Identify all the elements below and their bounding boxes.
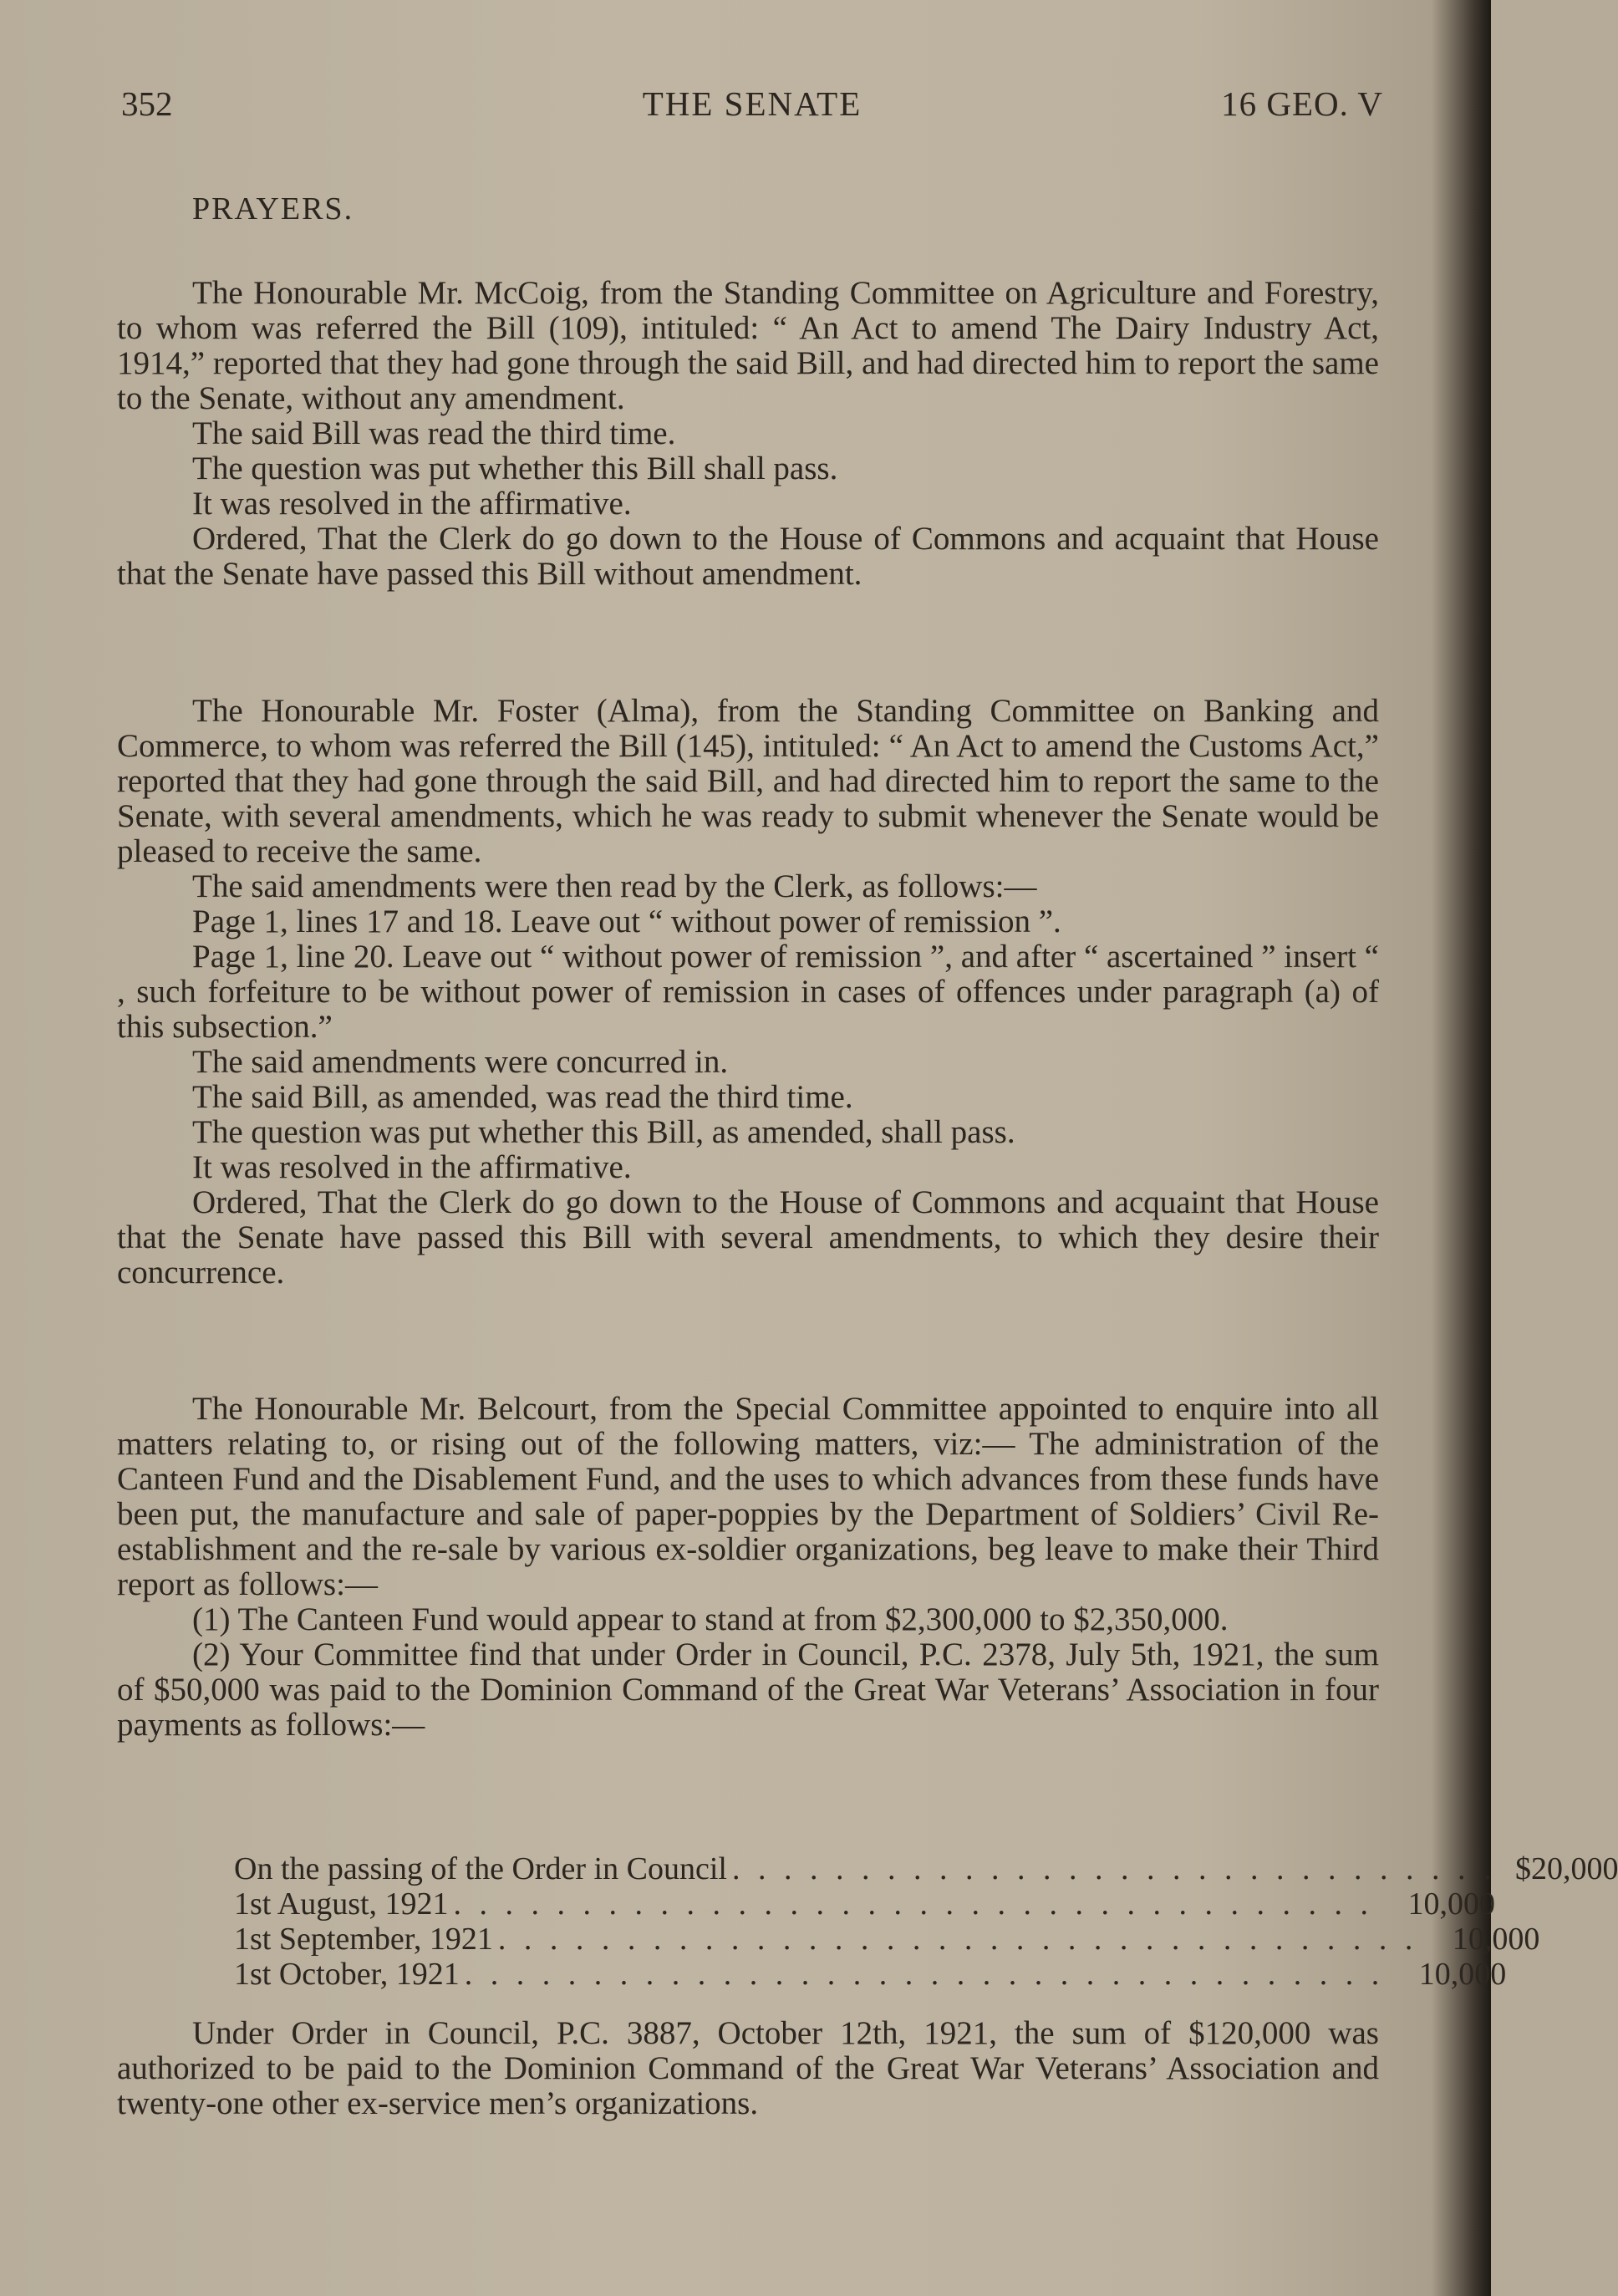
paragraph: It was resolved in the affirmative. [192, 486, 632, 522]
paragraph: The said Bill, as amended, was read the third time. [192, 1079, 853, 1115]
paragraph: The said amendments were then read by the Clerk, as follows:— [192, 868, 1037, 904]
payment-row [234, 1957, 1507, 1992]
regnal-year: 16 GEO. V [1221, 84, 1383, 123]
payment-label: 1st September, 1921 [234, 1922, 493, 1957]
paragraph: (2) Your Committee find that under Order in Council, P.C. 2378, July 5th, 1921, the sum of $50,000 was paid to the Dominion Command of the Great War Veterans’ Association in four payments as follows:— [117, 1637, 1379, 1743]
leader-dots: . . . . . . . . . . . . . . . . . . . . . . . . . . . . . . . . . . . . [453, 1886, 1374, 1922]
payment-row [234, 1886, 1496, 1922]
paragraph: (1) The Canteen Fund would appear to stand at from $2,300,000 to $2,350,000. [192, 1601, 1229, 1637]
paragraph: Ordered, That the Clerk do go down to the House of Commons and acquaint that House that the Senate have passed this Bill with several amendments, to which they desire their concurrence. [117, 1184, 1379, 1291]
paragraph: The question was put whether this Bill shall pass. [192, 451, 838, 486]
paragraph: The said Bill was read the third time. [192, 415, 676, 451]
paragraph: It was resolved in the affirmative. [192, 1149, 632, 1185]
leader-dots: . . . . . . . . . . . . . . . . . . . . . . . . . . . . . . . . . . . . [464, 1957, 1385, 1992]
payment-schedule [234, 1851, 1618, 1992]
payment-label: 1st October, 1921 [234, 1957, 460, 1992]
paragraph: Page 1, line 20. Leave out “ without power of remission ”, and after “ ascertained ” insert “ , such forfeiture to be without power of remission in cases of offences under paragraph (a) of this subsection.” [117, 939, 1379, 1045]
paragraph: The Honourable Mr. Belcourt, from the Special Committee appointed to enquire into all matters relating to, or rising out of the following matters, viz:— The administration of the Canteen Fund and the Disablement Fund, and the uses to which advances from these funds have been put, the manufacture and sale of paper-poppies by the Department of Soldiers’ Civil Re-establishment and the re-sale by various ex-soldier organizations, beg leave to make their Third report as follows:— [117, 1391, 1379, 1602]
page-header [121, 84, 1383, 134]
paragraph: Under Order in Council, P.C. 3887, October 12th, 1921, the sum of $120,000 was authorized to be paid to the Dominion Command of the Great War Veterans’ Association and twenty-one other ex-service men’s organizations. [117, 2015, 1379, 2121]
page-number: 352 [121, 84, 173, 123]
foster-report-section [117, 694, 1379, 1291]
payment-amount: 10,000 [1407, 1886, 1496, 1922]
closing-section [117, 2016, 1379, 2121]
payment-amount: 10,000 [1418, 1957, 1507, 1992]
paragraph: Ordered, That the Clerk do go down to the House of Commons and acquaint that House that the Senate have passed this Bill without amendment. [117, 521, 1379, 592]
paragraph: The Honourable Mr. McCoig, from the Standing Committee on Agriculture and Forestry, to whom was referred the Bill (109), intituled: “ An Act to amend The Dairy Industry Act, 1914,” reported that they had gone through the said Bill, and had directed him to report the same to the Senate, without any amendment. [117, 275, 1379, 416]
payment-label: On the passing of the Order in Council [234, 1851, 727, 1886]
page-title: THE SENATE [642, 84, 862, 123]
payment-amount: 10,000 [1452, 1922, 1540, 1957]
payment-row [234, 1922, 1540, 1957]
payment-row [234, 1851, 1618, 1886]
prayers-heading: PRAYERS. [192, 191, 354, 227]
paragraph: The Honourable Mr. Foster (Alma), from the Standing Committee on Banking and Commerce, to whom was referred the Bill (145), intituled: “ An Act to amend the Customs Act,” reported that they had gone through the said Bill, and had directed him to report the same to the Senate, with several amendments, which he was ready to submit whenever the Senate would be pleased to receive the same. [117, 693, 1379, 869]
paragraph: The said amendments were concurred in. [192, 1044, 729, 1080]
belcourt-report-section [117, 1392, 1379, 1743]
paragraph: The question was put whether this Bill, as amended, shall pass. [192, 1114, 1015, 1150]
leader-dots: . . . . . . . . . . . . . . . . . . . . . . . . . . . . . . [731, 1851, 1497, 1886]
payment-label: 1st August, 1921 [234, 1886, 449, 1922]
mccoig-report-section [117, 276, 1379, 592]
paragraph: Page 1, lines 17 and 18. Leave out “ without power of remission ”. [192, 904, 1061, 939]
leader-dots: . . . . . . . . . . . . . . . . . . . . . . . . . . . . . . . . . . . . [497, 1922, 1418, 1957]
payment-amount: $20,000 [1514, 1851, 1618, 1886]
